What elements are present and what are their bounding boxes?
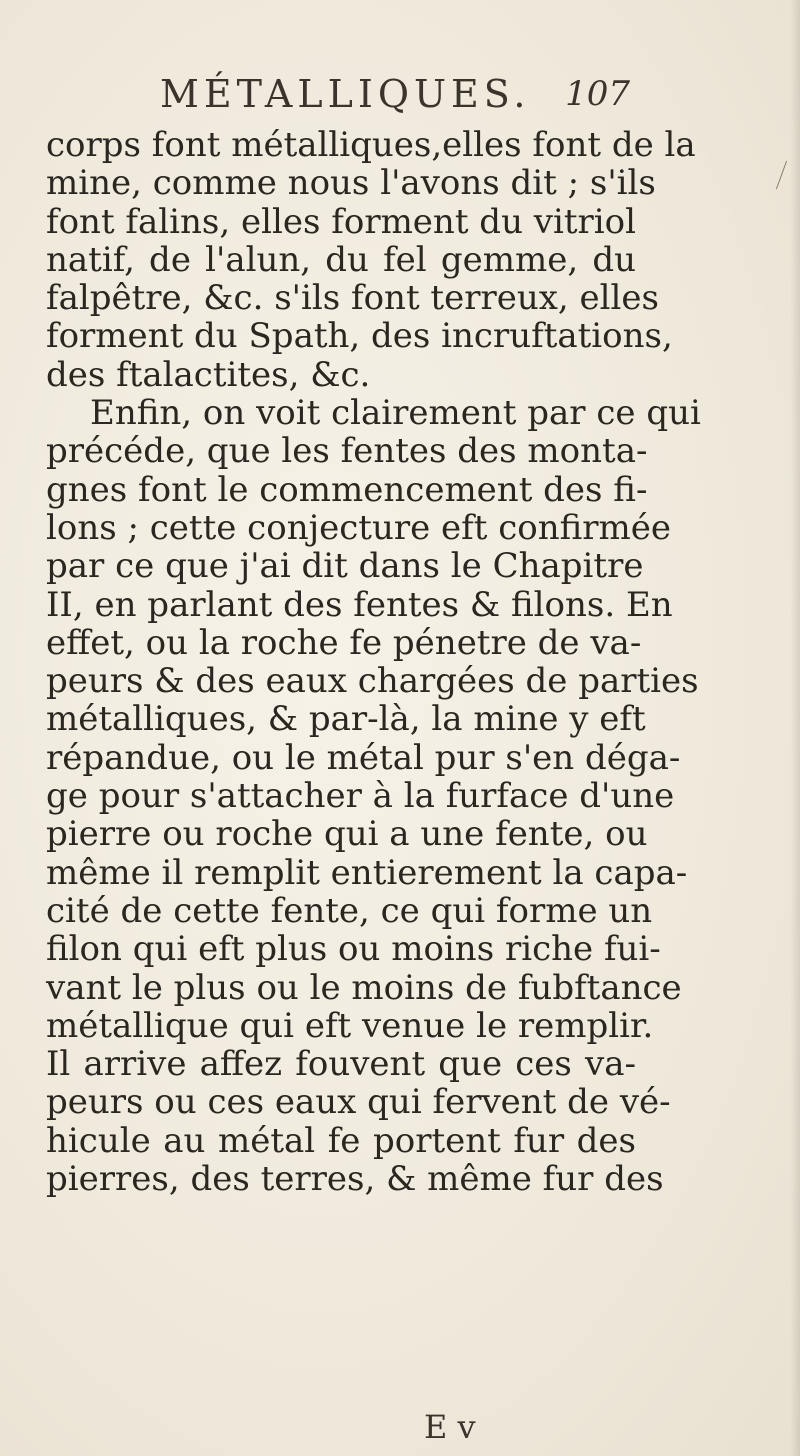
text-line: effet, ou la roche fe pénetre de va-	[46, 622, 642, 663]
text-line: métalliques, & par-là, la mine y eft	[46, 699, 646, 740]
text-line: natif, de l'alun, du fel gemme, du	[46, 239, 636, 280]
catchword: E v	[424, 1408, 476, 1446]
text-line: pierres, des terres, & même fur des	[46, 1159, 664, 1200]
text-line: gnes font le commencement des fi-	[46, 469, 648, 510]
running-head: MÉTALLIQUES.	[160, 72, 531, 116]
text-line: Enfin, on voit clairement par ce qui	[90, 393, 701, 434]
text-line: mine, comme nous l'avons dit ; s'ils	[46, 163, 656, 204]
text-line: par ce que j'ai dit dans le Chapitre	[46, 546, 644, 587]
paper-mark	[776, 161, 787, 190]
page-edge-shadow	[790, 0, 800, 1456]
text-line: peurs & des eaux chargées de parties	[46, 661, 699, 702]
text-line: forment du Spath, des incruftations,	[46, 316, 673, 357]
text-line: précéde, que les fentes des monta-	[46, 431, 648, 472]
text-line: falpêtre, &c. s'ils font terreux, elles	[46, 278, 659, 319]
text-line: métallique qui eft venue le remplir.	[46, 1005, 654, 1046]
text-line: II, en parlant des fentes & filons. En	[46, 584, 673, 625]
text-line: font falins, elles forment du vitriol	[46, 201, 636, 242]
text-line: corps font métalliques,elles font de la	[46, 125, 696, 165]
text-line: lons ; cette conjecture eft confirmée	[46, 507, 672, 548]
page-number: 107	[565, 74, 630, 114]
text-line: pierre ou roche qui a une fente, ou	[46, 814, 648, 855]
text-line: répandue, ou le métal pur s'en déga-	[46, 737, 681, 778]
text-line: hicule au métal fe portent fur des	[46, 1120, 636, 1161]
text-line: des ftalactites, &c.	[46, 354, 371, 395]
text-line: même il remplit entierement la capa-	[46, 852, 688, 893]
page-header	[160, 72, 630, 122]
text-line: vant le plus ou le moins de fubftance	[46, 967, 682, 1008]
text-line: cité de cette fente, ce qui forme un	[46, 890, 653, 931]
text-line: peurs ou ces eaux qui fervent de vé-	[46, 1082, 671, 1123]
body-text	[46, 125, 701, 1200]
text-line: ge pour s'attacher à la furface d'une	[46, 776, 675, 817]
text-line: filon qui eft plus ou moins riche fui-	[46, 929, 661, 970]
text-line: Il arrive affez fouvent que ces va-	[46, 1044, 636, 1085]
